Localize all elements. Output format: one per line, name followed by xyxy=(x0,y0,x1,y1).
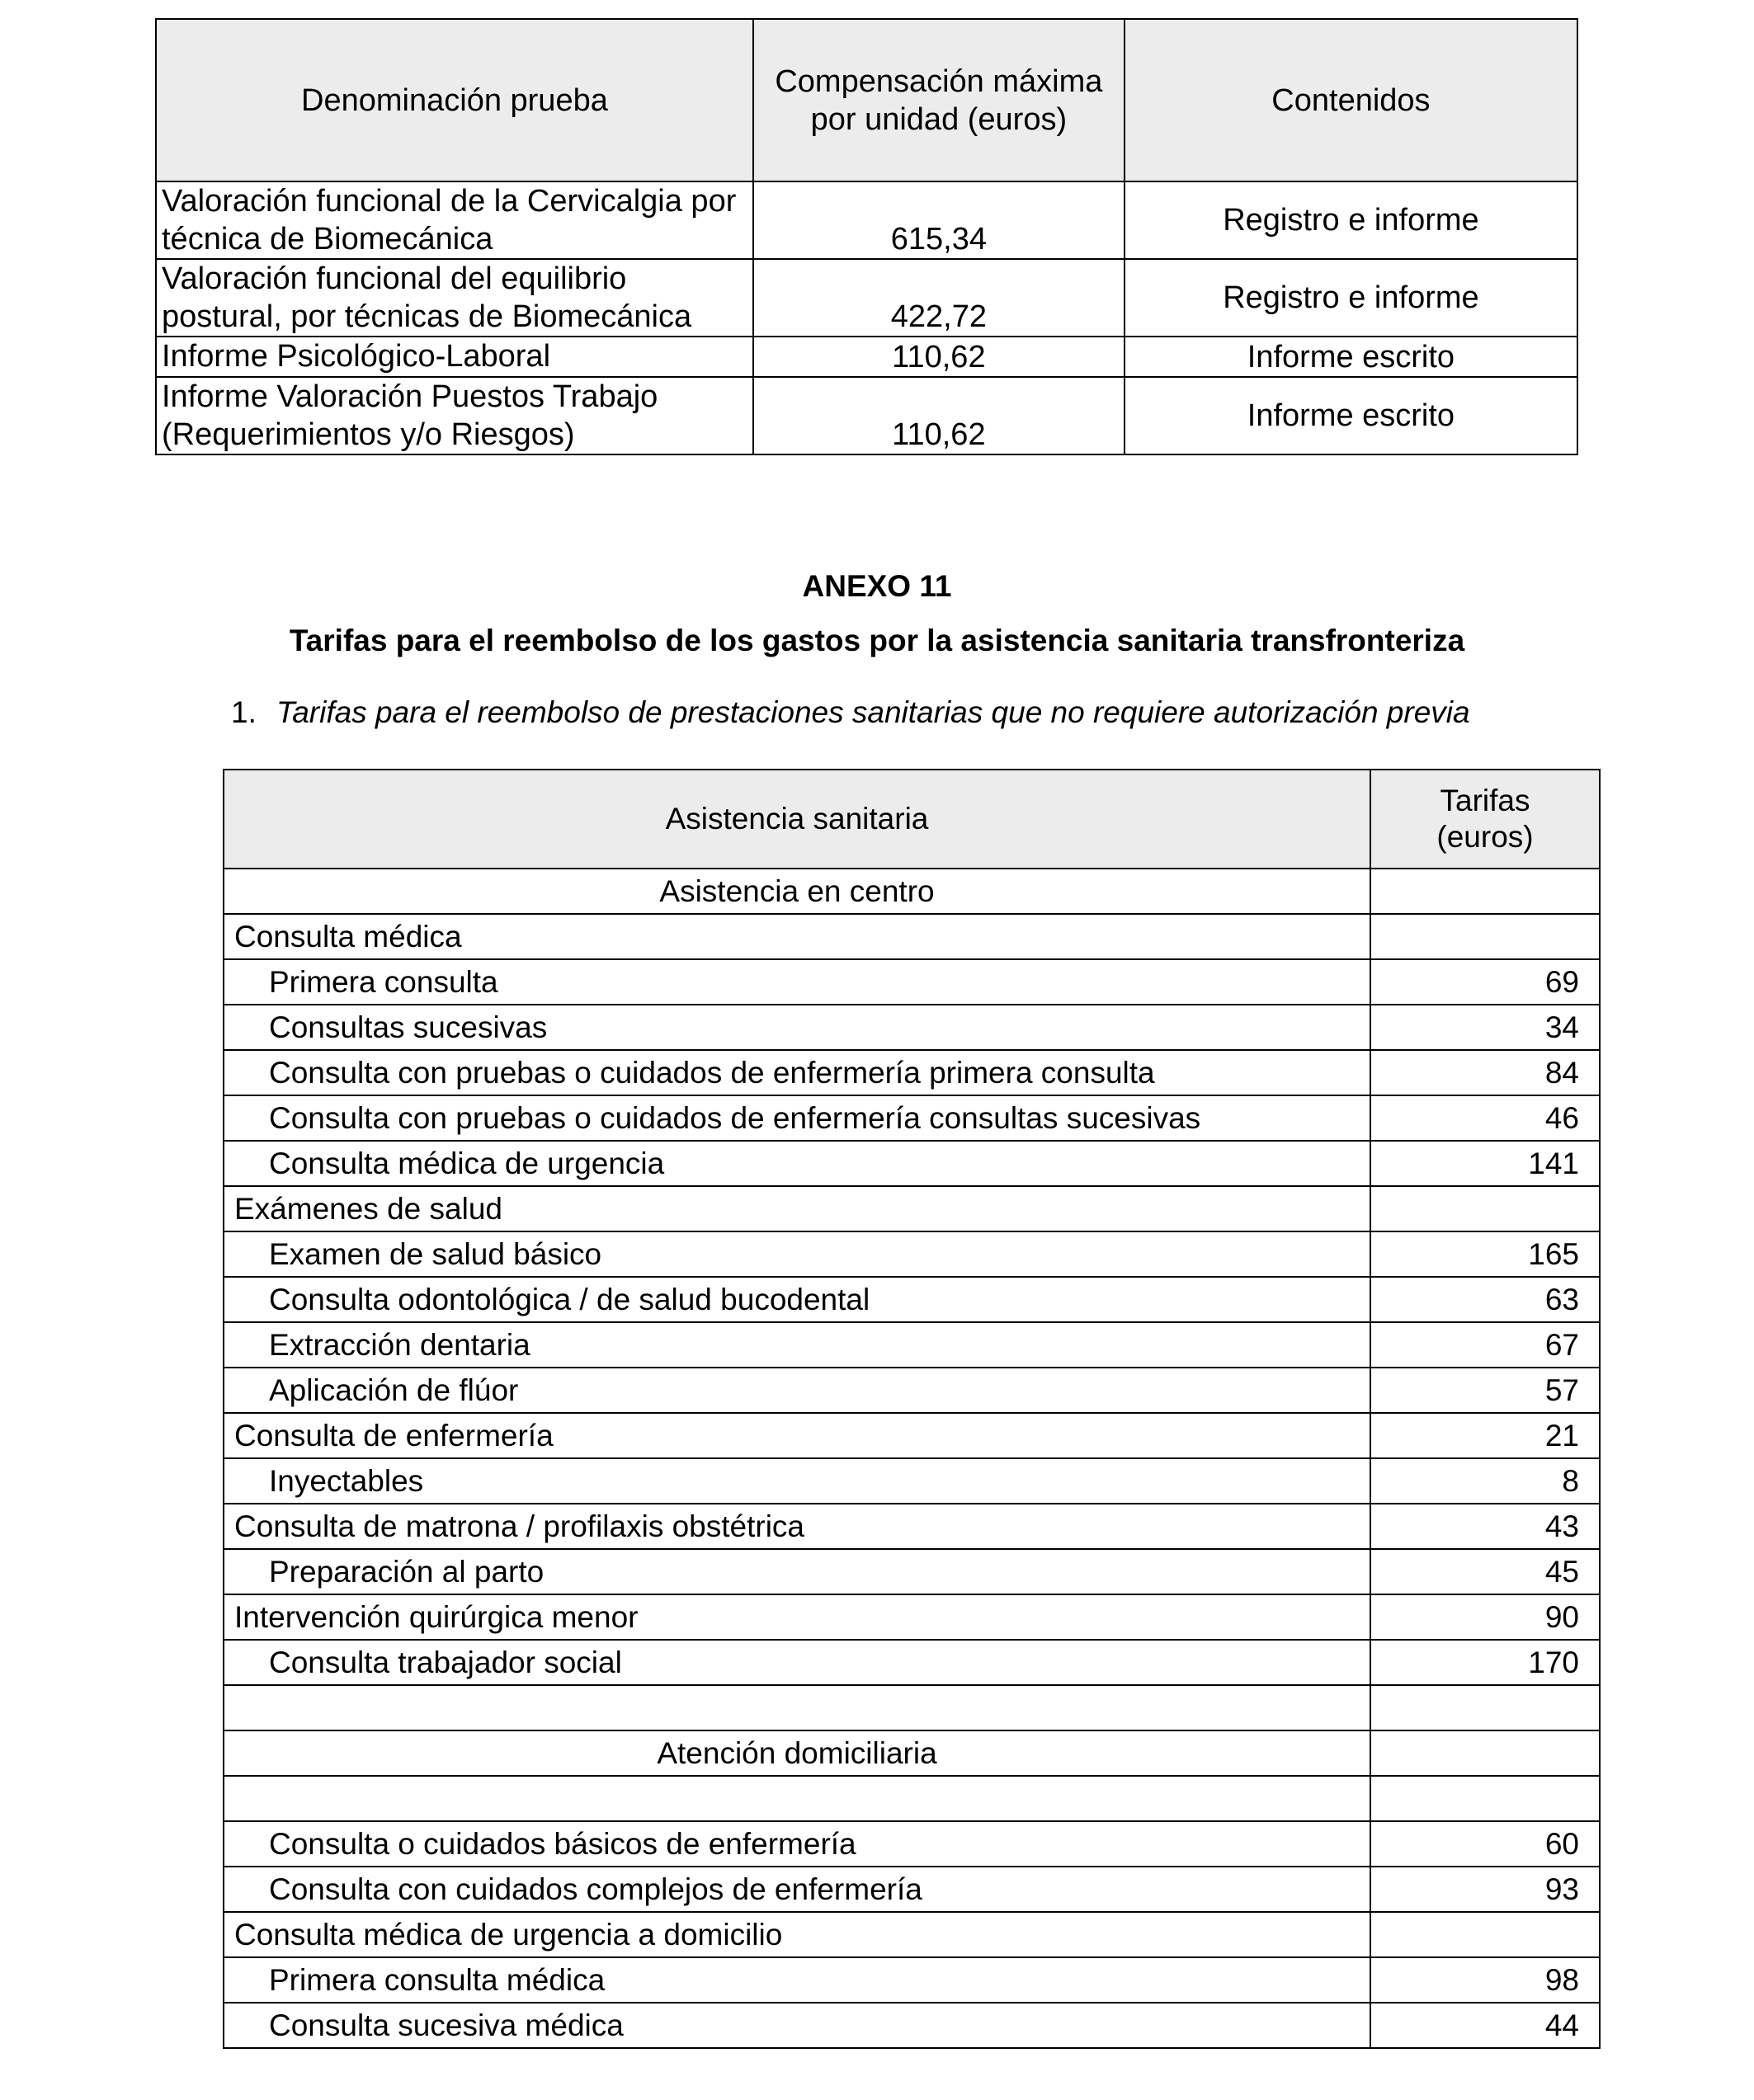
annex-title: ANEXO 11 xyxy=(802,569,952,603)
table-row xyxy=(224,914,1600,959)
table-row xyxy=(224,1141,1600,1186)
tariff-value: 69 xyxy=(1370,959,1600,1005)
healthcare-label xyxy=(224,1685,1370,1730)
tariff-value xyxy=(1370,869,1600,914)
healthcare-label xyxy=(224,1776,1370,1821)
list-item-text: Tarifas para el reembolso de prestaciones sanitarias que no requiere autorización previa xyxy=(276,695,1470,729)
healthcare-label: Exámenes de salud xyxy=(224,1186,1370,1231)
healthcare-label: Consulta con pruebas o cuidados de enfermería primera consulta xyxy=(224,1050,1370,1095)
table-row xyxy=(224,2003,1600,2048)
healthcare-label: Primera consulta médica xyxy=(224,1957,1370,2003)
compensation-value: 110,62 xyxy=(753,377,1125,454)
list-item xyxy=(231,695,1470,730)
table-row xyxy=(224,1730,1600,1776)
table-header-row xyxy=(156,19,1577,181)
healthcare-label: Primera consulta xyxy=(224,959,1370,1005)
tariff-value xyxy=(1370,914,1600,959)
tariff-value: 21 xyxy=(1370,1413,1600,1458)
tariff-value: 8 xyxy=(1370,1458,1600,1504)
column-header-contents: Contenidos xyxy=(1125,19,1577,181)
tariff-value: 60 xyxy=(1370,1821,1600,1867)
column-header-test-name: Denominación prueba xyxy=(156,19,753,181)
column-header-healthcare: Asistencia sanitaria xyxy=(224,770,1370,869)
healthcare-label: Consulta con pruebas o cuidados de enfermería consultas sucesivas xyxy=(224,1095,1370,1141)
healthcare-label: Extracción dentaria xyxy=(224,1322,1370,1368)
tariffs-table-body xyxy=(224,869,1600,2048)
table-row xyxy=(224,1504,1600,1549)
table-row xyxy=(224,1050,1600,1095)
healthcare-label: Consulta de matrona / profilaxis obstétrica xyxy=(224,1504,1370,1549)
tariff-value: 43 xyxy=(1370,1504,1600,1549)
table-row xyxy=(224,1640,1600,1685)
table-row xyxy=(156,181,1577,259)
healthcare-label: Consulta médica de urgencia xyxy=(224,1141,1370,1186)
healthcare-label: Consulta médica de urgencia a domicilio xyxy=(224,1912,1370,1957)
tariff-value: 57 xyxy=(1370,1368,1600,1413)
table-row xyxy=(224,1231,1600,1277)
healthcare-label: Asistencia en centro xyxy=(224,869,1370,914)
healthcare-label: Atención domiciliaria xyxy=(224,1730,1370,1776)
table-row xyxy=(224,1368,1600,1413)
healthcare-label: Consulta médica xyxy=(224,914,1370,959)
test-name: Informe Psicológico-Laboral xyxy=(156,337,753,377)
healthcare-label: Consulta trabajador social xyxy=(224,1640,1370,1685)
healthcare-label: Consulta de enfermería xyxy=(224,1413,1370,1458)
contents-value: Registro e informe xyxy=(1125,181,1577,259)
column-header-tariffs: Tarifas (euros) xyxy=(1370,770,1600,869)
tariff-value: 45 xyxy=(1370,1549,1600,1594)
tariff-value: 93 xyxy=(1370,1867,1600,1912)
table-header-row xyxy=(224,770,1600,869)
annex-subtitle: Tarifas para el reembolso de los gastos por la asistencia sanitaria transfronteriza xyxy=(289,624,1465,657)
healthcare-label: Preparación al parto xyxy=(224,1549,1370,1594)
tariff-value: 63 xyxy=(1370,1277,1600,1322)
contents-value: Informe escrito xyxy=(1125,377,1577,454)
table-row xyxy=(224,1776,1600,1821)
table-row xyxy=(224,1005,1600,1050)
tariff-value xyxy=(1370,1730,1600,1776)
table-row xyxy=(224,1413,1600,1458)
table-row xyxy=(224,959,1600,1005)
tariff-value: 34 xyxy=(1370,1005,1600,1050)
tariff-value: 44 xyxy=(1370,2003,1600,2048)
table-row xyxy=(224,1821,1600,1867)
tariff-value: 98 xyxy=(1370,1957,1600,2003)
test-name: Informe Valoración Puestos Trabajo (Requerimientos y/o Riesgos) xyxy=(156,377,753,454)
tariff-value: 165 xyxy=(1370,1231,1600,1277)
tariff-value: 67 xyxy=(1370,1322,1600,1368)
healthcare-label: Intervención quirúrgica menor xyxy=(224,1594,1370,1640)
table-row xyxy=(224,1322,1600,1368)
compensation-value: 422,72 xyxy=(753,259,1125,337)
table-row xyxy=(224,1912,1600,1957)
tariff-value xyxy=(1370,1186,1600,1231)
list-item-number: 1. xyxy=(231,695,257,729)
table-row xyxy=(224,1867,1600,1912)
healthcare-label: Consultas sucesivas xyxy=(224,1005,1370,1050)
healthcare-label: Inyectables xyxy=(224,1458,1370,1504)
tariff-value xyxy=(1370,1912,1600,1957)
compensation-value: 615,34 xyxy=(753,181,1125,259)
column-header-compensation: Compensación máxima por unidad (euros) xyxy=(753,19,1125,181)
tariff-value: 46 xyxy=(1370,1095,1600,1141)
tariff-value: 90 xyxy=(1370,1594,1600,1640)
healthcare-label: Examen de salud básico xyxy=(224,1231,1370,1277)
table-row xyxy=(224,1957,1600,2003)
tariff-value xyxy=(1370,1776,1600,1821)
table-row xyxy=(156,337,1577,377)
healthcare-label: Consulta sucesiva médica xyxy=(224,2003,1370,2048)
table-row xyxy=(156,377,1577,454)
test-compensation-table xyxy=(155,18,1578,455)
table-row xyxy=(224,1277,1600,1322)
test-name: Valoración funcional del equilibrio postural, por técnicas de Biomecánica xyxy=(156,259,753,337)
healthcare-label: Aplicación de flúor xyxy=(224,1368,1370,1413)
table-row xyxy=(224,1186,1600,1231)
table-row xyxy=(224,1458,1600,1504)
table-row xyxy=(224,869,1600,914)
contents-value: Informe escrito xyxy=(1125,337,1577,377)
tariff-value: 170 xyxy=(1370,1640,1600,1685)
compensation-value: 110,62 xyxy=(753,337,1125,377)
table-row xyxy=(156,259,1577,337)
healthcare-label: Consulta con cuidados complejos de enfermería xyxy=(224,1867,1370,1912)
tariff-value: 141 xyxy=(1370,1141,1600,1186)
table-row xyxy=(224,1549,1600,1594)
healthcare-label: Consulta o cuidados básicos de enfermería xyxy=(224,1821,1370,1867)
healthcare-label: Consulta odontológica / de salud bucodental xyxy=(224,1277,1370,1322)
table-row xyxy=(224,1594,1600,1640)
tariff-value xyxy=(1370,1685,1600,1730)
table-row xyxy=(224,1685,1600,1730)
contents-value: Registro e informe xyxy=(1125,259,1577,337)
table-row xyxy=(224,1095,1600,1141)
tariffs-table xyxy=(223,769,1601,2049)
test-name: Valoración funcional de la Cervicalgia por técnica de Biomecánica xyxy=(156,181,753,259)
tariff-value: 84 xyxy=(1370,1050,1600,1095)
